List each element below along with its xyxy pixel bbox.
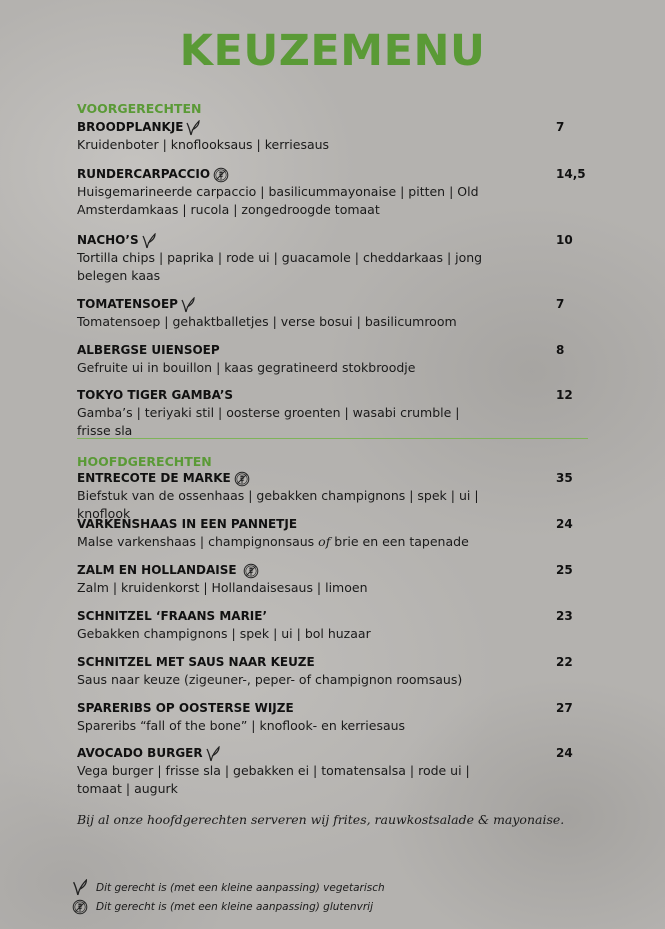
legend-gluten-free [72, 899, 373, 915]
item-description: Kruidenboter | knoflooksaus | kerriesaus [77, 137, 330, 152]
gluten-free-icon [234, 471, 250, 487]
menu-item-tokyo-tiger-gambas [77, 387, 597, 440]
item-name: ZALM EN HOLLANDAISE [77, 563, 237, 577]
item-description: Tortilla chips | paprika | rode ui | guacamole | cheddarkaas | jong belegen kaas [77, 250, 483, 283]
menu-item-rundercarpaccio [77, 166, 597, 219]
gluten-free-icon [213, 167, 229, 183]
vegetarian-icon [72, 879, 88, 896]
item-price: 10 [556, 233, 573, 247]
item-price: 24 [556, 746, 573, 760]
item-description: Gefruite ui in bouillon | kaas gegratineerd stokbroodje [77, 360, 416, 375]
item-price: 12 [556, 388, 573, 402]
item-price: 27 [556, 701, 573, 715]
menu-item-broodplankje [77, 119, 597, 154]
item-price: 8 [556, 343, 565, 357]
item-description: Tomatensoep | gehaktballetjes | verse bosui | basilicumroom [77, 314, 457, 329]
item-name: SCHNITZEL ‘FRAANS MARIE’ [77, 609, 268, 623]
legend-text: Dit gerecht is (met een kleine aanpassing) glutenvrij [96, 901, 374, 913]
item-name: VARKENSHAAS IN EEN PANNETJE [77, 517, 298, 531]
menu-item-nachos [77, 232, 597, 285]
item-name: BROODPLANKJE [77, 120, 184, 134]
item-price: 35 [556, 471, 573, 485]
vegetarian-icon [142, 233, 156, 249]
item-name: SPARERIBS OP OOSTERSE WIJZE [77, 701, 294, 715]
item-description: Huisgemarineerde carpaccio | basilicummayonaise | pitten | Old Amsterdamkaas | rucola | zongedroogde tomaat [77, 184, 479, 217]
vegetarian-icon [186, 120, 200, 136]
menu-title: KEUZEMENU [179, 26, 486, 76]
menu-item-avocado-burger [77, 745, 597, 798]
item-price: 7 [556, 297, 565, 311]
item-price: 7 [556, 120, 565, 134]
item-name: ALBERGSE UIENSOEP [77, 343, 220, 357]
item-name: SCHNITZEL MET SAUS NAAR KEUZE [77, 655, 315, 669]
item-price: 25 [556, 563, 573, 577]
section-title-starters: VOORGERECHTEN [77, 101, 202, 116]
mains-side-note: Bij al onze hoofdgerechten serveren wij frites, rauwkostsalade & mayonaise. [77, 812, 565, 827]
menu-item-tomatensoep [77, 296, 597, 331]
menu-item-schnitzel-saus [77, 654, 597, 689]
legend-vegetarian [72, 879, 385, 896]
vegetarian-icon [206, 746, 220, 762]
menu-item-varkenshaas [77, 516, 597, 551]
menu-item-spareribs [77, 700, 597, 735]
gluten-free-icon [72, 899, 88, 915]
item-description: Gamba’s | teriyaki stil | oosterse groenten | wasabi crumble | frisse sla [77, 405, 460, 438]
item-name: NACHO’S [77, 233, 139, 247]
section-title-mains: HOOFDGERECHTEN [77, 454, 212, 469]
item-name: ENTRECOTE DE MARKE [77, 471, 231, 485]
gluten-free-icon [243, 563, 259, 579]
menu-item-schnitzel-fraans-marie [77, 608, 597, 643]
item-description: Saus naar keuze (zigeuner-, peper- of champignon roomsaus) [77, 672, 463, 687]
item-description: Biefstuk van de ossenhaas | gebakken champignons | spek | ui | knoflook [77, 488, 479, 521]
item-description: Spareribs “fall of the bone” | knoflook- en kerriesaus [77, 718, 406, 733]
item-description: Zalm | kruidenkorst | Hollandaisesaus | limoen [77, 580, 368, 595]
item-name: TOMATENSOEP [77, 297, 178, 311]
item-price: 14,5 [556, 167, 586, 181]
description-emphasis: of [318, 534, 331, 549]
menu-item-zalm-hollandaise [77, 562, 597, 597]
item-description: Vega burger | frisse sla | gebakken ei | tomatensalsa | rode ui | tomaat | augurk [77, 763, 470, 796]
item-name: RUNDERCARPACCIO [77, 167, 211, 181]
item-name: AVOCADO BURGER [77, 746, 203, 760]
item-price: 23 [556, 609, 573, 623]
item-description: Gebakken champignons | spek | ui | bol huzaar [77, 626, 371, 641]
item-description [77, 533, 497, 551]
section-divider [77, 438, 588, 439]
menu-item-albergse-uiensoep [77, 342, 597, 377]
description-text: brie en een tapenade [330, 534, 469, 549]
item-name: TOKYO TIGER GAMBA’S [77, 388, 234, 402]
legend-text: Dit gerecht is (met een kleine aanpassing) vegetarisch [96, 881, 385, 894]
item-price: 24 [556, 517, 573, 531]
vegetarian-icon [181, 297, 195, 313]
description-text: Malse varkenshaas | champignonsaus [77, 534, 319, 549]
item-price: 22 [556, 655, 573, 669]
